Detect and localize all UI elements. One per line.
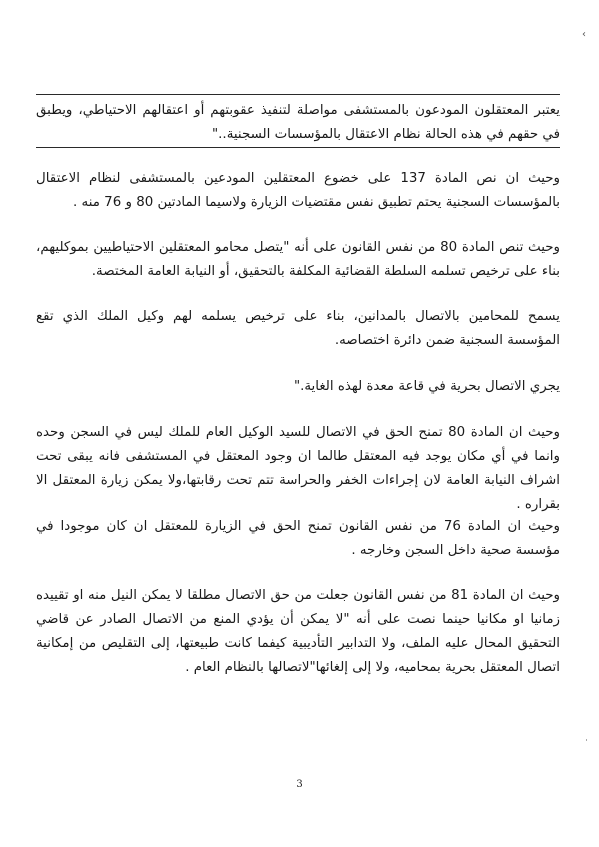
quote-top-rule (36, 94, 560, 95)
paragraph-7: وحيث ان المادة 76 من نفس القانون تمنح الحق في الزيارة للمعتقل ان كان موجودا في مؤسسة صحية داخل السجن وخارجه . (36, 519, 560, 558)
paragraph-2: وحيث ان نص المادة 137 على خضوع المعتقلين المودعين بالمستشفى لنظام الاعتقال بالمؤسسات السجنية يحتم تطبيق نفس مقتضيات الزيارة ولاسيما المادتين 80 و 76 منه . (36, 171, 561, 210)
paragraph-5: يجري الاتصال بحرية في قاعة معدة لهذه الغاية." (293, 379, 560, 394)
paragraph-6: وحيث ان المادة 80 تمنح الحق في الاتصال للسيد الوكيل العام للملك ليس في السجن وحده وانما في أي مكان يوجد فيه المعتقل طالما ان وجود المعتقل في المستشفى فانه يبقى تحت اشراف النيابة العامة لان إجراءات الخفر والحراسة تتم تحت رقابتها،ولا يمكن زيارة المعتقل الا بقراره . (36, 425, 560, 512)
margin-mark: › (582, 29, 586, 40)
margin-mark: ˙ (584, 739, 589, 750)
paragraph-3: وحيث تنص المادة 80 من نفس القانون على أنه "يتصل محامو المعتقلين الاحتياطيين بموكليهم، بناء على ترخيص تسلمه السلطة القضائية المكلفة بالتحقيق، أو النيابة العامة المختصة. (36, 240, 560, 279)
page-number: 3 (296, 779, 303, 790)
paragraph-8: وحيث ان المادة 81 من نفس القانون جعلت من حق الاتصال مطلقا لا يمكن النيل منه او تقييده زمانيا او مكانيا حينما نصت على أنه "لا يمكن أن يؤدي المنع من الاتصال الصادر عن قاضي التحقيق المحال عليه الملف، ولا التدابير التأديبية كيفما كانت طبيعتها، إلى التقليص من إمكانية اتصال المعتقل بحرية بمحاميه، ولا إلى إلغائها"لاتصالها بالنظام العام . (36, 588, 561, 675)
paragraph-4: يسمح للمحامين بالاتصال بالمدانين، بناء على ترخيص يسلمه لهم وكيل الملك الذي تقع المؤسسة السجنية ضمن دائرة اختصاصه. (36, 309, 560, 348)
paragraph-1: يعتبر المعتقلون المودعون بالمستشفى مواصلة لتنفيذ عقوبتهم أو اعتقالهم الاحتياطي، ويطبق في حقهم في هذه الحالة نظام الاعتقال بالمؤسسات السجنية.." (36, 103, 560, 142)
quote-bottom-rule (36, 147, 560, 148)
